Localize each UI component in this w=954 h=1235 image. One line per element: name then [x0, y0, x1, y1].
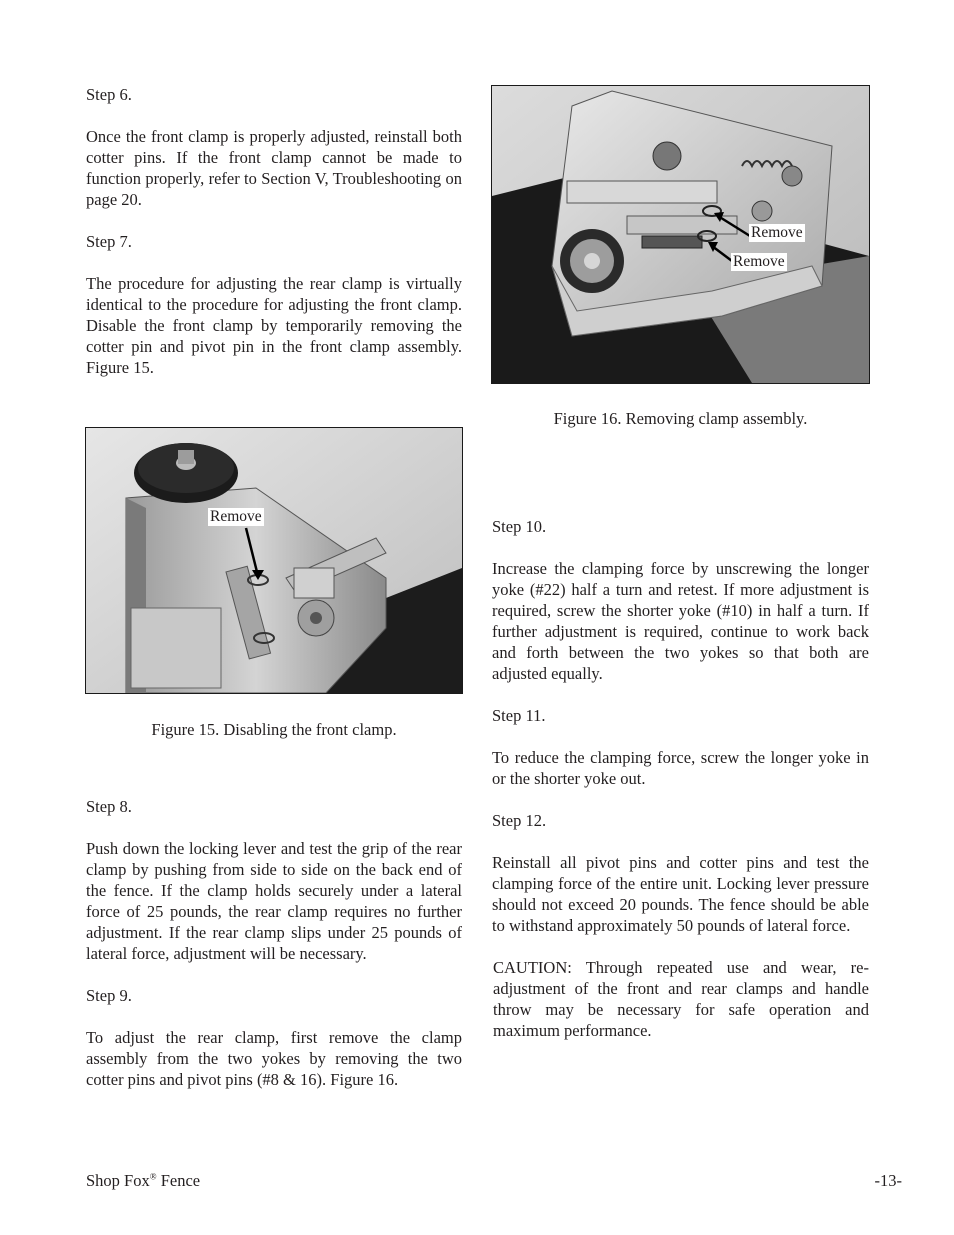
footer-product: Fence	[160, 1171, 201, 1190]
step10-heading: Step 10.	[492, 517, 547, 536]
step6-heading: Step 6.	[86, 85, 132, 104]
figure16-caption: Figure 16. Removing clamp assembly.	[553, 409, 808, 428]
step6-body: Once the front clamp is properly adjusted, reinstall both cotter pins. If the front clamp cannot be made to function properly, refer to Section V, Troubleshooting on page 20.	[86, 127, 462, 209]
step12-heading: Step 12.	[492, 811, 547, 830]
figure16-illustration	[492, 86, 869, 383]
figure16-callout-remove-lower: Remove	[733, 253, 785, 270]
step11-body: To reduce the clamping force, screw the longer yoke in or the shorter yoke out.	[492, 748, 869, 788]
step7-body: The procedure for adjusting the rear clamp is virtually identical to the procedure for adjusting the front clamp. Disable the front clamp by temporarily removing the cotter pin and pivot pin in the front clamp assembly. Figure 15.	[86, 274, 462, 377]
figure16-photo	[491, 85, 870, 384]
footer-registered-mark: ®	[149, 1171, 157, 1182]
figure15-photo	[85, 427, 463, 694]
caution-note: CAUTION: Through repeated use and wear, re-adjustment of the front and rear clamps and handle throw may be necessary for safe operation and maximum performance.	[493, 958, 869, 1040]
left-column-bottom	[86, 796, 462, 1111]
figure15-callout-remove: Remove	[210, 508, 262, 525]
step9-body: To adjust the rear clamp, first remove the clamp assembly from the two yokes by removing the two cotter pins and pivot pins (#8 & 16). Figure 16.	[86, 1028, 462, 1089]
step12-body: Reinstall all pivot pins and cotter pins and test the clamping force of the entire unit. Locking lever pressure should not exceed 20 pounds. The fence should be able to withstand approximately 50 pounds of lateral force.	[492, 853, 869, 935]
footer-brand: Shop Fox	[86, 1171, 150, 1190]
step9-heading: Step 9.	[86, 986, 132, 1005]
step8-heading: Step 8.	[86, 797, 132, 816]
footer-page-number: -13-	[874, 1171, 902, 1190]
footer-title	[86, 1170, 200, 1191]
figure16-callout-remove-upper: Remove	[751, 224, 803, 241]
step11-heading: Step 11.	[492, 706, 546, 725]
step8-body: Push down the locking lever and test the grip of the rear clamp by pushing from side to side on the back end of the fence. If the clamp holds securely under a lateral force of 25 pounds, the rear clamp requires no further adjustment. If the rear clamp slips under 25 pounds of lateral force, adjustment will be necessary.	[86, 839, 462, 963]
right-column-body	[492, 516, 869, 1062]
step10-body: Increase the clamping force by unscrewing the longer yoke (#22) half a turn and retest. If more adjustment is required, screw the shorter yoke (#10) in half a turn. If further adjustment is required, continue to work back and forth between the two yokes so that both are adjusted equally.	[492, 559, 869, 683]
step7-heading: Step 7.	[86, 232, 132, 251]
left-column-top	[86, 84, 462, 399]
figure15-illustration	[86, 428, 462, 693]
figure15-caption: Figure 15. Disabling the front clamp.	[151, 720, 397, 739]
